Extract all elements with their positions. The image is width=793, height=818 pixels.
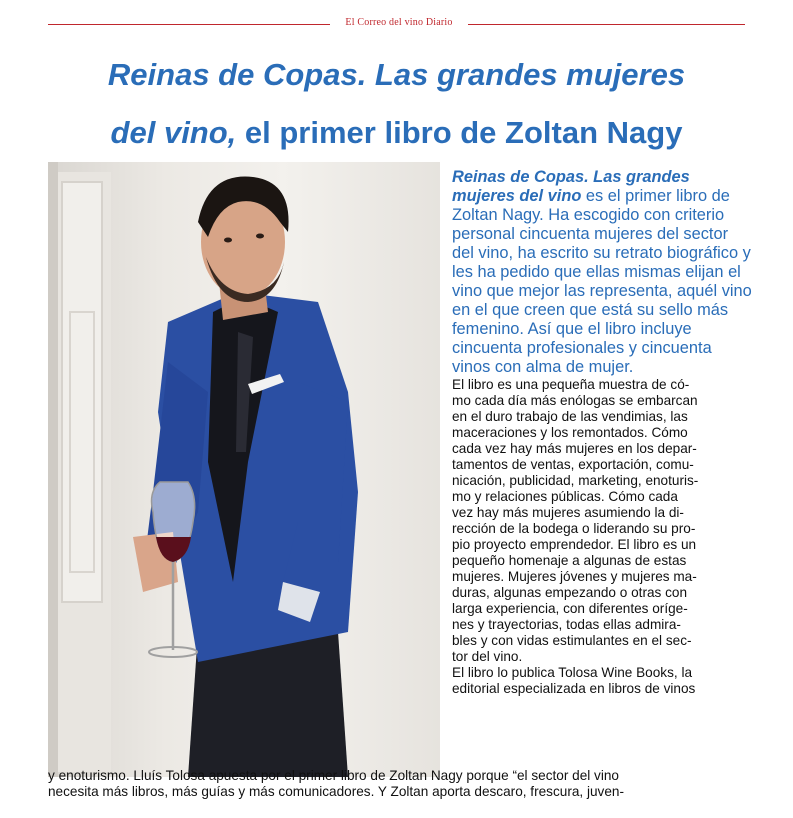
body-line: bles y con vidas estimulantes en el sec- (452, 633, 692, 648)
body-line: duras, algunas empezando o otras con (452, 585, 688, 600)
body-line: tamentos de ventas, exportación, comu- (452, 457, 694, 472)
headline-italic-line2: del vino, (110, 115, 237, 150)
body-line: mo y relaciones públicas. Cómo cada (452, 489, 678, 504)
body-wide-line: necesita más libros, más guías y más comunicadores. Y Zoltan aporta descaro, frescura, juven- (48, 784, 624, 799)
publication-name: El Correo del vino Diario (345, 17, 453, 28)
author-photo-illustration (48, 162, 440, 777)
body-line: tor del vino. (452, 649, 523, 664)
article-body (452, 377, 752, 697)
body-line: editorial especializada en libros de vinos (452, 681, 696, 696)
article-lead (452, 168, 752, 377)
article-column (452, 168, 752, 697)
body-line: maceraciones y los remontados. Cómo (452, 425, 688, 440)
body-line: en el duro trabajo de las vendimias, las (452, 409, 688, 424)
body-wide-line: y enoturismo. Lluís Tolosa apuesta por el primer libro de Zoltan Nagy porque “el sector del vino (48, 768, 619, 783)
body-line: pio proyecto emprendedor. El libro es un (452, 537, 697, 552)
lead-book-title: Reinas de Copas. Las grandes mujeres del vino (452, 168, 690, 205)
body-line: mo cada día más enólogas se embarcan (452, 393, 698, 408)
body-line: mujeres. Mujeres jóvenes y mujeres ma- (452, 569, 697, 584)
masthead-rule-left (48, 24, 330, 25)
body-line: cada vez hay más mujeres en los depar- (452, 441, 697, 456)
body-line: rección de la bodega o liderando su pro- (452, 521, 696, 536)
article-headline (40, 46, 753, 162)
headline-rest: el primer libro de Zoltan Nagy (236, 115, 683, 150)
body-line: vez hay más mujeres asumiendo la di- (452, 505, 684, 520)
headline-italic-line1: Reinas de Copas. Las grandes mujeres (107, 57, 686, 92)
body-line: El libro es una pequeña muestra de có- (452, 377, 690, 392)
article-body-wide (48, 768, 748, 800)
author-photo (48, 162, 440, 777)
masthead-rule-right (468, 24, 745, 25)
masthead (48, 14, 745, 34)
body-line: larga experiencia, con diferentes oríge- (452, 601, 688, 616)
body-line: El libro lo publica Tolosa Wine Books, la (452, 665, 693, 680)
body-line: nes y trayectorias, todas ellas admira- (452, 617, 681, 632)
body-line: pequeño homenaje a algunas de estas (452, 553, 687, 568)
body-line: nicación, publicidad, marketing, enoturis- (452, 473, 699, 488)
lead-text: es el primer libro de Zoltan Nagy. Ha escogido con criterio personal cincuenta mujeres del sector del vino, ha escrito su retrato biográfico y les ha pedido que ellas mismas elijan el vino que mejor las representa, aquél vino en el que creen que está su sello más femenino. Así que el libro incluye cincuenta profesionales y cincuenta vinos con alma de mujer. (452, 187, 752, 376)
